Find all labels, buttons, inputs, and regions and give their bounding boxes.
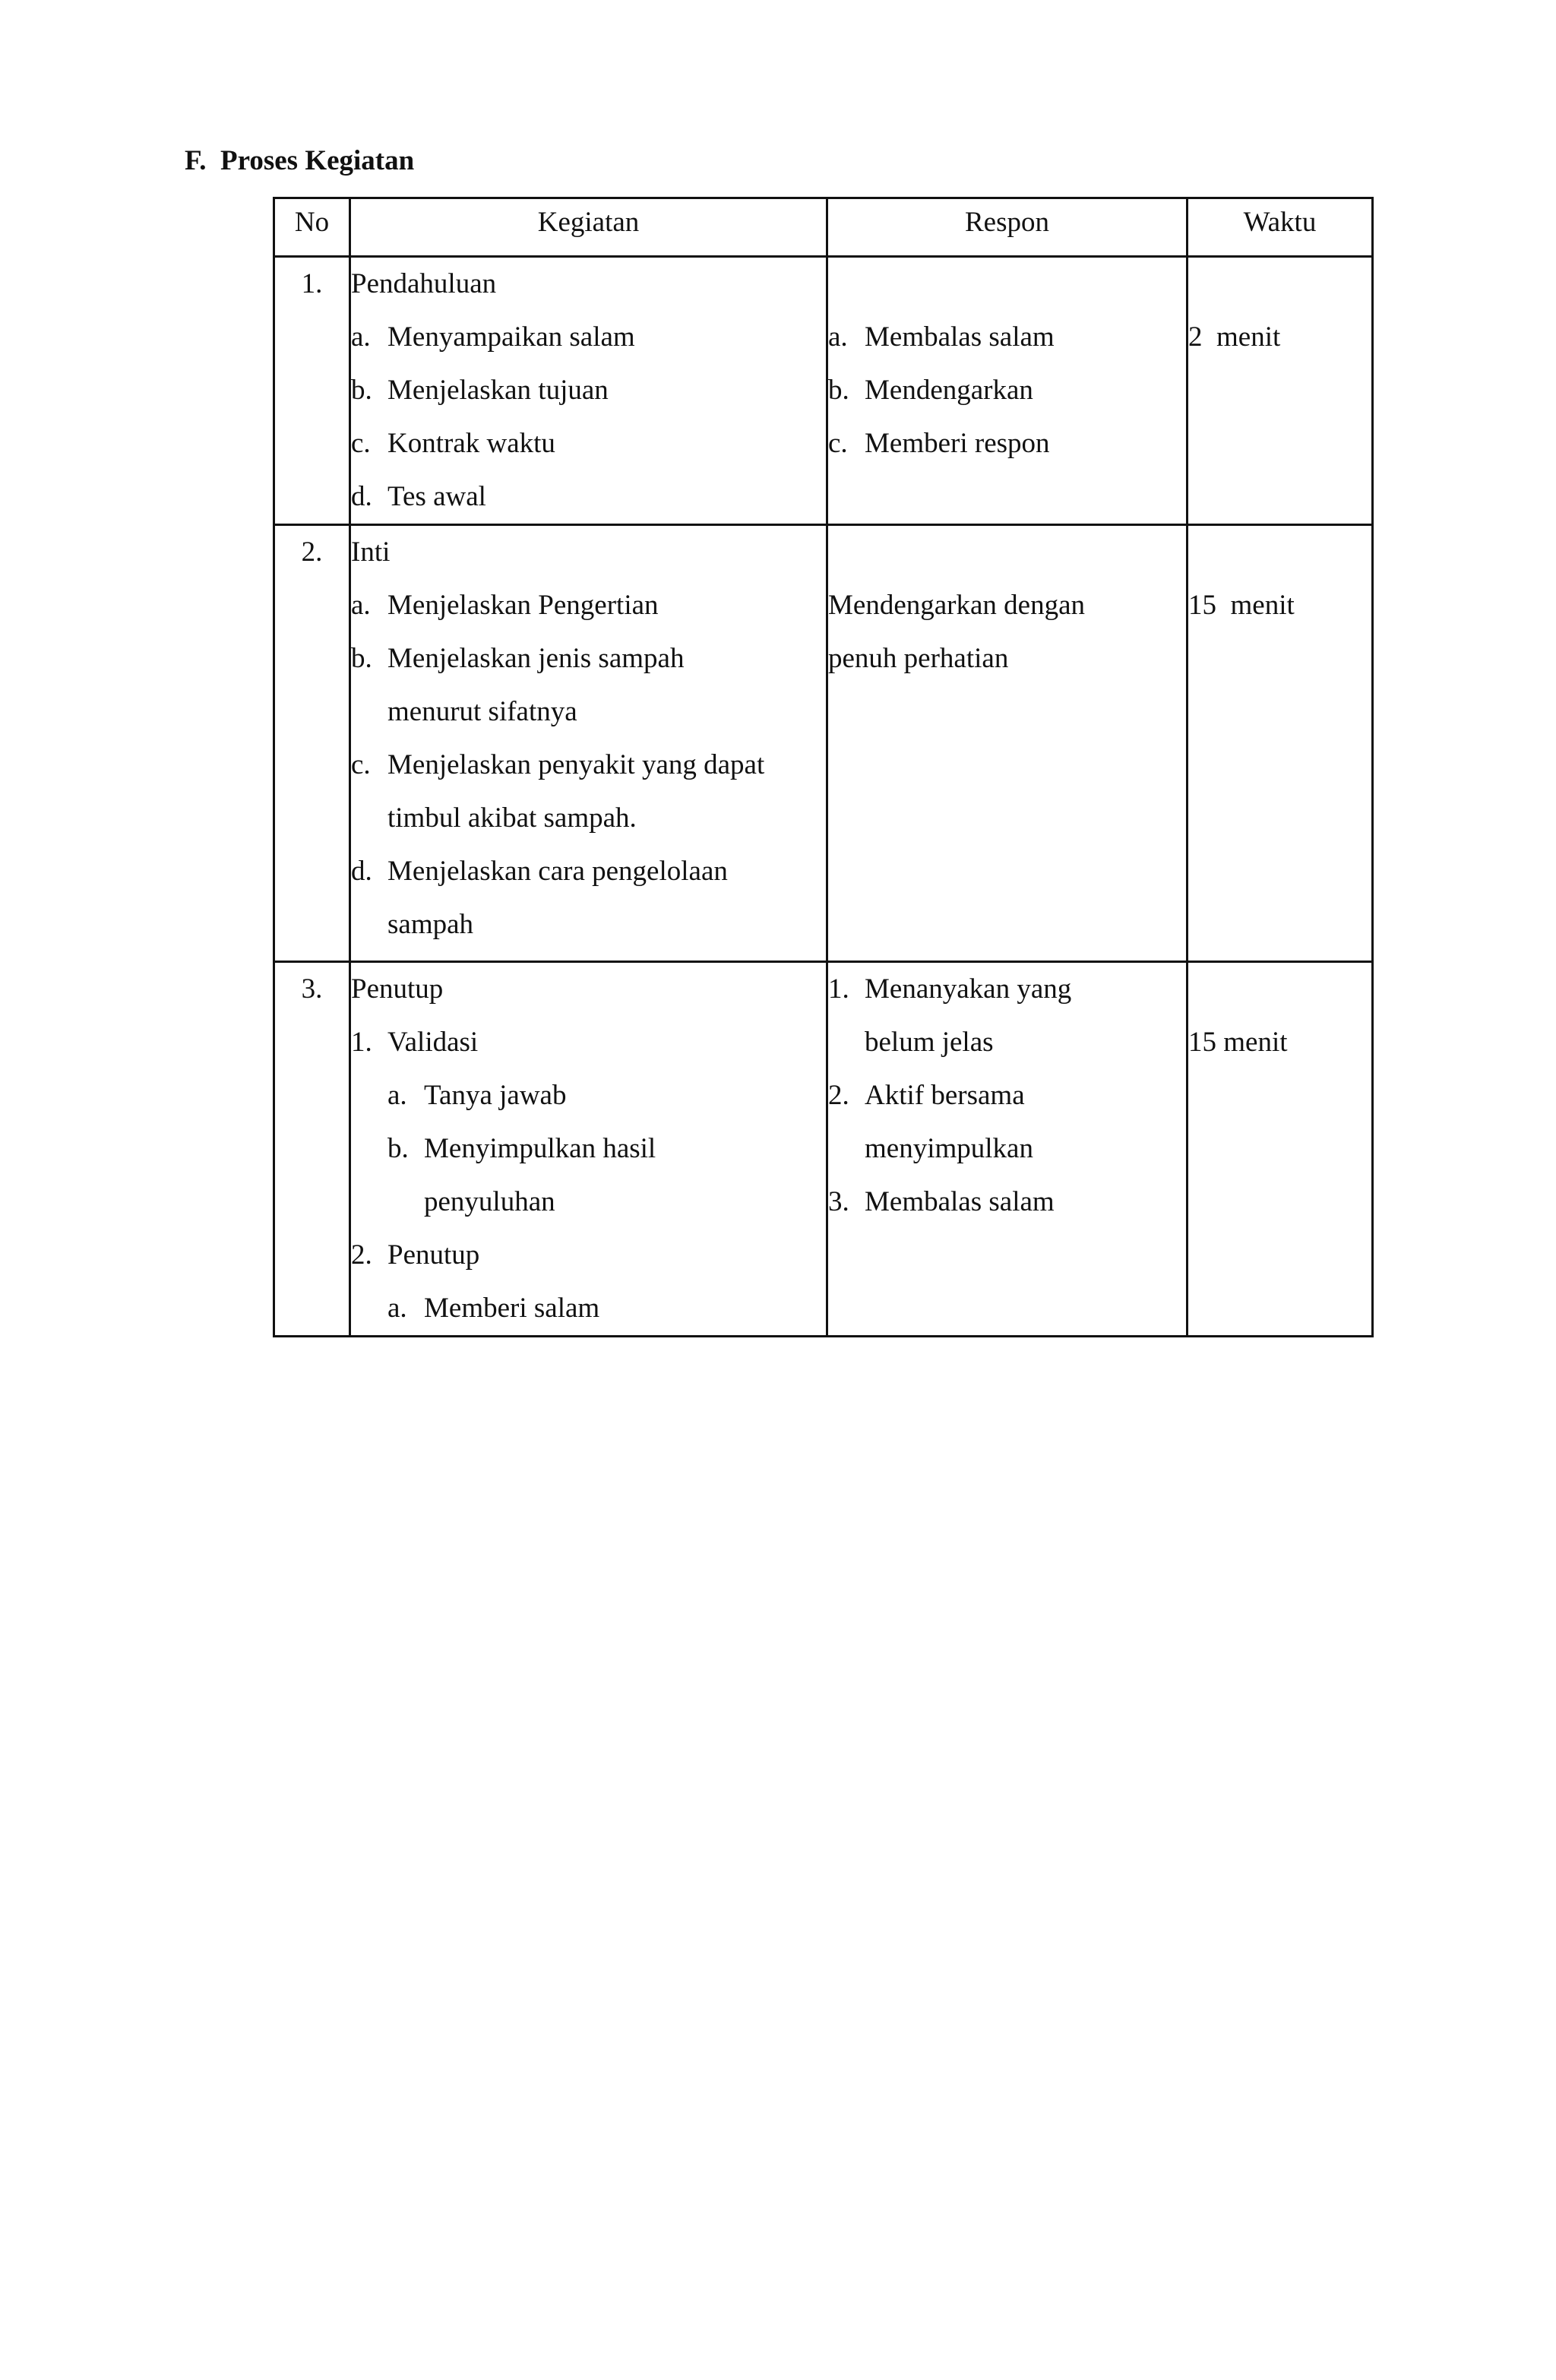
kegiatan-cell: [350, 525, 827, 962]
list-item-text: Menyimpulkan hasil: [424, 1133, 656, 1164]
section-heading: [185, 143, 414, 179]
list-marker: 2.: [828, 1080, 849, 1111]
list-item-text: Menjelaskan jenis sampah: [387, 643, 685, 674]
list-marker: 2.: [351, 1239, 372, 1271]
waktu-cell: [1188, 962, 1373, 1337]
list-item-continuation: belum jelas: [865, 1027, 994, 1058]
list-item: [828, 1069, 1186, 1122]
kegiatan-cell: [350, 257, 827, 525]
kegiatan-phase-title: Inti: [351, 536, 391, 568]
list-item: [351, 1229, 826, 1282]
list-item-text: Kontrak waktu: [387, 428, 555, 459]
table-row: [274, 962, 1373, 1337]
list-marker: d.: [351, 481, 372, 512]
list-marker: c.: [351, 749, 371, 780]
duration-value: 2 menit: [1188, 321, 1281, 353]
table-row: [274, 525, 1373, 962]
list-marker: b.: [351, 375, 372, 406]
list-marker: c.: [351, 428, 371, 459]
kegiatan-phase-title: Pendahuluan: [351, 268, 497, 299]
list-marker: b.: [387, 1133, 409, 1164]
duration-value: 15 menit: [1188, 1027, 1288, 1058]
header-waktu: Waktu: [1188, 198, 1373, 257]
list-item-text: Membalas salam: [865, 321, 1055, 353]
row-number: 2.: [274, 525, 350, 962]
list-marker: a.: [828, 321, 848, 353]
section-title: Proses Kegiatan: [220, 145, 415, 176]
row-number: 1.: [274, 257, 350, 525]
respon-cell: [827, 257, 1188, 525]
list-item-text: Membalas salam: [865, 1186, 1055, 1217]
list-item-text: Tes awal: [387, 481, 486, 512]
list-item: [351, 579, 826, 632]
respon-text-line: Mendengarkan dengan: [828, 590, 1086, 621]
sub-list-item: [351, 1069, 826, 1122]
list-marker: d.: [351, 856, 372, 887]
list-item: [828, 364, 1186, 417]
list-item-text: Menjelaskan penyakit yang dapat: [387, 749, 765, 780]
sub-list-item: [351, 1282, 826, 1335]
list-item-continuation: menurut sifatnya: [387, 696, 577, 727]
list-item-continuation: penyuluhan: [424, 1186, 555, 1217]
list-item: [351, 311, 826, 364]
list-marker: 1.: [351, 1027, 372, 1058]
list-item-text: Menjelaskan tujuan: [387, 375, 609, 406]
waktu-cell: [1188, 525, 1373, 962]
list-item: [351, 845, 826, 898]
respon-text-line: penuh perhatian: [828, 643, 1009, 674]
kegiatan-cell: [350, 962, 827, 1337]
header-kegiatan: Kegiatan: [350, 198, 827, 257]
row-number: 3.: [274, 962, 350, 1337]
activity-process-table: [273, 197, 1374, 1337]
list-item-text: Validasi: [387, 1027, 479, 1058]
list-marker: b.: [351, 643, 372, 674]
list-item: [351, 1016, 826, 1069]
list-item: [351, 739, 826, 792]
list-marker: a.: [351, 590, 371, 621]
list-item: [828, 417, 1186, 470]
list-item: [828, 1176, 1186, 1229]
list-item-text: Mendengarkan: [865, 375, 1033, 406]
list-item-text: Menjelaskan cara pengelolaan: [387, 856, 728, 887]
header-no: No: [274, 198, 350, 257]
list-item-text: Memberi salam: [424, 1293, 600, 1324]
list-item: [828, 963, 1186, 1016]
list-marker: b.: [828, 375, 849, 406]
section-letter: F.: [185, 145, 207, 176]
sub-list-item: [351, 1122, 826, 1176]
table-row: [274, 257, 1373, 525]
list-item: [351, 417, 826, 470]
list-item: [351, 364, 826, 417]
list-marker: a.: [387, 1293, 407, 1324]
list-item: [828, 311, 1186, 364]
table-header-row: [274, 198, 1373, 257]
list-item-text: Menyampaikan salam: [387, 321, 635, 353]
list-item-continuation: timbul akibat sampah.: [387, 802, 637, 834]
list-item-text: Menjelaskan Pengertian: [387, 590, 659, 621]
header-respon: Respon: [827, 198, 1188, 257]
list-marker: 1.: [828, 973, 849, 1005]
list-item-text: Aktif bersama: [865, 1080, 1025, 1111]
list-item-text: Menanyakan yang: [865, 973, 1072, 1005]
list-item-continuation: menyimpulkan: [865, 1133, 1033, 1164]
duration-value: 15 menit: [1188, 590, 1295, 621]
respon-cell: [827, 525, 1188, 962]
list-item-continuation: sampah: [387, 909, 474, 940]
list-marker: a.: [351, 321, 371, 353]
respon-cell: [827, 962, 1188, 1337]
list-marker: c.: [828, 428, 848, 459]
list-item-text: Tanya jawab: [424, 1080, 567, 1111]
list-item: [351, 632, 826, 685]
waktu-cell: [1188, 257, 1373, 525]
list-item-text: Memberi respon: [865, 428, 1050, 459]
list-item: [351, 470, 826, 524]
list-marker: 3.: [828, 1186, 849, 1217]
list-marker: a.: [387, 1080, 407, 1111]
kegiatan-phase-title: Penutup: [351, 973, 444, 1005]
list-item-text: Penutup: [387, 1239, 480, 1271]
